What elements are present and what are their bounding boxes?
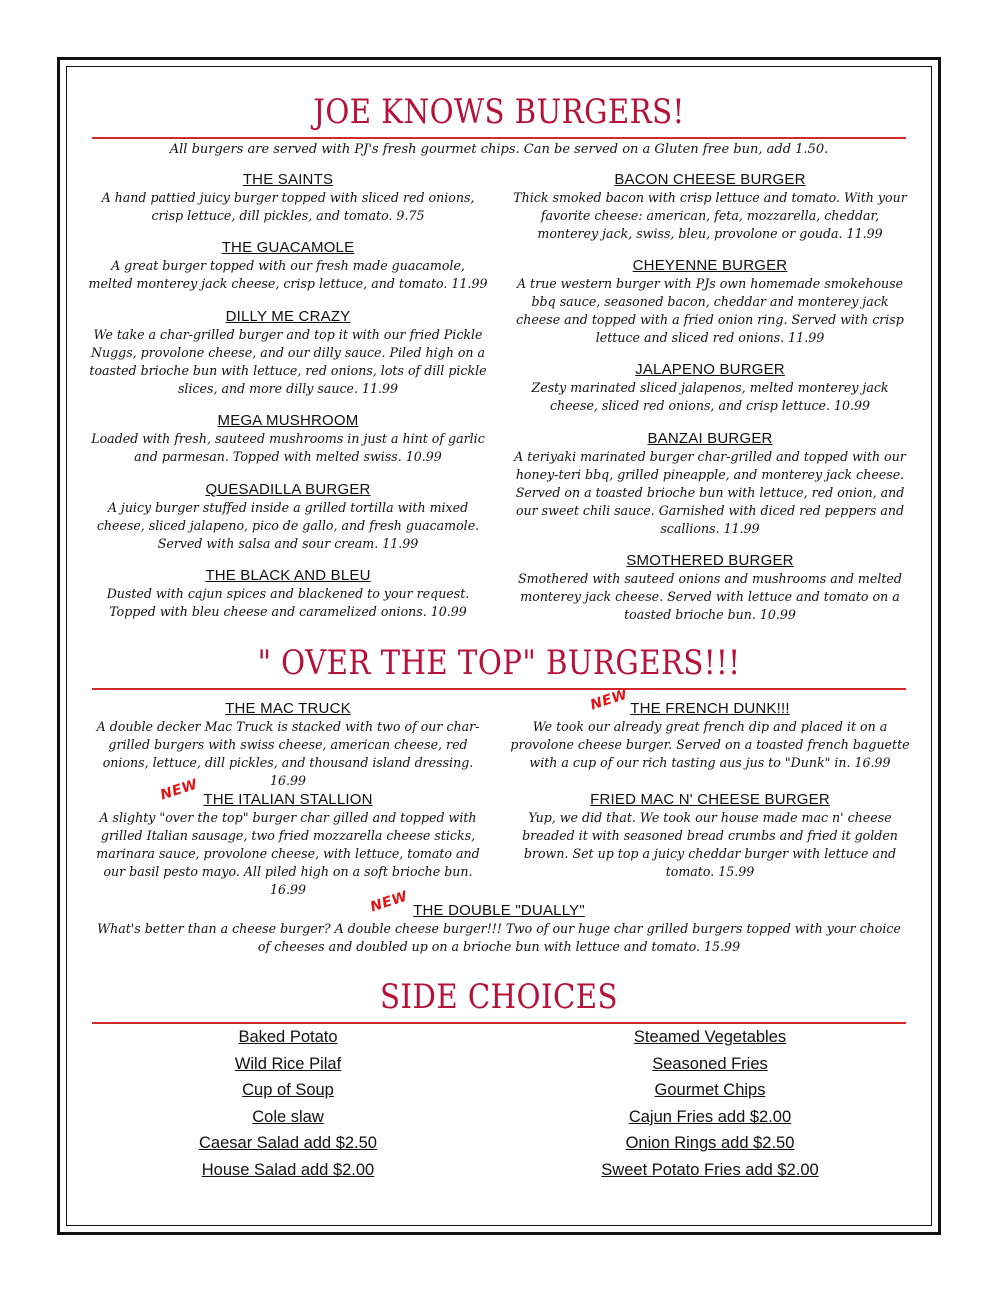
side-item: Cole slaw bbox=[252, 1107, 324, 1126]
item-name: CHEYENNE BURGER bbox=[632, 257, 788, 274]
item-description: A great burger topped with our fresh made guacamole, melted monterey jack cheese, crisp lettuce, and tomato. 11.99 bbox=[88, 258, 488, 291]
item-description: Thick smoked bacon with crisp lettuce and tomato. With your favorite cheese: american, feta, mozzarella, cheddar, monterey jack, swiss, bleu, provolone or gouda. 11.99 bbox=[513, 190, 907, 241]
item-name: THE FRENCH DUNK!!! bbox=[630, 700, 790, 717]
menu-item bbox=[88, 308, 488, 398]
menu-item bbox=[510, 430, 910, 538]
item-name: BACON CHEESE BURGER bbox=[614, 171, 806, 188]
item-description: A true western burger with PJs own homemade smokehouse bbq sauce, seasoned bacon, cheddar and monterey jack cheese and topped with a fried onion ring. Served with crisp lettuce and sliced red onions. 11.99 bbox=[516, 276, 904, 345]
side-list-right bbox=[510, 1024, 910, 1184]
menu-item bbox=[510, 552, 910, 624]
burgers-section-title: JOE KNOWS BURGERS! bbox=[313, 92, 685, 132]
item-name: THE ITALIAN STALLION bbox=[203, 791, 373, 808]
side-item: Onion Rings add $2.50 bbox=[625, 1134, 795, 1153]
menu-item bbox=[88, 700, 488, 790]
item-description: Yup, we did that. We took our house made mac n' cheese breaded it with seasoned bread crumbs and fried it golden brown. Set up top a juicy cheddar burger with lettuce and tomato. 15.99 bbox=[522, 810, 898, 879]
item-description: Zesty marinated sliced jalapenos, melted monterey jack cheese, sliced red onions, and crisp lettuce. 10.99 bbox=[531, 380, 889, 413]
item-description: A teriyaki marinated burger char-grilled and topped with our honey-teri bbq, grilled pineapple, and monterey jack cheese. Served on a toasted brioche bun with lettuce, red onion, and our sweet chili sauce. Garnished with diced red peppers and scallions. 11.99 bbox=[514, 449, 906, 536]
side-item: Cajun Fries add $2.00 bbox=[628, 1107, 792, 1126]
item-name: JALAPENO BURGER bbox=[635, 361, 785, 378]
item-name: FRIED MAC N' CHEESE BURGER bbox=[590, 791, 830, 808]
side-item: Seasoned Fries bbox=[652, 1054, 768, 1073]
item-name: BANZAI BURGER bbox=[647, 430, 773, 447]
menu-item bbox=[510, 791, 910, 881]
new-badge: NEW bbox=[368, 888, 410, 916]
item-description: We take a char-grilled burger and top it with our fried Pickle Nuggs, provolone cheese, and our dilly sauce. Piled high on a toasted brioche bun with lettuce, red onions, lots of dill pickle slices, and more dilly sauce. 11.99 bbox=[89, 327, 487, 396]
new-badge: NEW bbox=[158, 776, 200, 804]
side-list-left bbox=[88, 1024, 488, 1184]
side-item: Caesar Salad add $2.50 bbox=[199, 1134, 377, 1153]
item-name: QUESADILLA BURGER bbox=[205, 481, 371, 498]
item-description: Dusted with cajun spices and blackened to your request. Topped with bleu cheese and caramelized onions. 10.99 bbox=[106, 586, 470, 619]
menu-item bbox=[510, 700, 910, 772]
side-item: Wild Rice Pilaf bbox=[234, 1054, 342, 1073]
menu-item bbox=[510, 257, 910, 347]
item-description: A hand pattied juicy burger topped with sliced red onions, crisp lettuce, dill pickles, and tomato. 9.75 bbox=[101, 190, 475, 223]
side-item: Baked Potato bbox=[238, 1028, 338, 1046]
menu-item bbox=[88, 171, 488, 225]
burgers-section-rule bbox=[92, 137, 906, 139]
new-badge: NEW bbox=[588, 686, 630, 714]
item-description: Loaded with fresh, sauteed mushrooms in just a hint of garlic and parmesan. Topped with melted swiss. 10.99 bbox=[91, 431, 485, 464]
menu-item bbox=[88, 481, 488, 553]
menu-item bbox=[88, 567, 488, 621]
item-name: MEGA MUSHROOM bbox=[217, 412, 359, 429]
side-item: Gourmet Chips bbox=[654, 1081, 766, 1100]
menu-item bbox=[510, 361, 910, 415]
item-name: SMOTHERED BURGER bbox=[626, 552, 794, 569]
item-name: DILLY ME CRAZY bbox=[225, 308, 351, 325]
burgers-note: All burgers are served with PJ's fresh gourmet chips. Can be served on a Gluten free bun, add 1.50. bbox=[169, 142, 829, 157]
item-description: A slighty "over the top" burger char gilled and topped with grilled Italian sausage, two fried mozzarella cheese sticks, marinara sauce, provolone cheese, with lettuce, tomato and our basil pesto mayo. All piled high on a soft brioche bun. 16.99 bbox=[96, 810, 480, 897]
item-description: Smothered with sauteed onions and mushrooms and melted monterey jack cheese. Served with lettuce and tomato on a toasted brioche bun. 10.99 bbox=[518, 571, 902, 622]
item-description: What's better than a cheese burger? A double cheese burger!!! Two of our huge char grilled burgers topped with your choice of cheeses and doubled up on a brioche bun with lettuce and tomato. 15.99 bbox=[97, 921, 901, 954]
menu-item bbox=[88, 412, 488, 466]
item-description: A double decker Mac Truck is stacked with two of our char-grilled burgers with swiss cheese, american cheese, red onions, lettuce, dill pickles, and thousand island dressing. 16.99 bbox=[96, 719, 480, 788]
menu-item bbox=[510, 171, 910, 243]
over-the-top-section-rule bbox=[92, 688, 906, 690]
over-the-top-section-title: " OVER THE TOP" BURGERS!!! bbox=[257, 643, 741, 683]
sides-section-title: SIDE CHOICES bbox=[380, 977, 618, 1017]
item-name: THE BLACK AND BLEU bbox=[205, 567, 371, 584]
side-item: House Salad add $2.00 bbox=[201, 1160, 375, 1179]
side-item: Cup of Soup bbox=[242, 1081, 334, 1100]
item-description: A juicy burger stuffed inside a grilled tortilla with mixed cheese, sliced jalapeno, pico de gallo, and fresh guacamole. Served with salsa and sour cream. 11.99 bbox=[96, 500, 480, 551]
side-item: Sweet Potato Fries add $2.00 bbox=[601, 1160, 819, 1179]
menu-item bbox=[88, 239, 488, 293]
item-name: THE DOUBLE "DUALLY" bbox=[413, 902, 585, 919]
menu-item bbox=[88, 791, 488, 899]
menu-item-wide bbox=[92, 902, 906, 956]
side-item: Steamed Vegetables bbox=[633, 1028, 787, 1046]
item-name: THE GUACAMOLE bbox=[221, 239, 355, 256]
item-description: We took our already great french dip and placed it on a provolone cheese burger. Served on a toasted french baguette with a cup of our rich tasting aus jus to "Dunk" in. 16.99 bbox=[510, 719, 910, 770]
item-name: THE SAINTS bbox=[242, 171, 334, 188]
item-name: THE MAC TRUCK bbox=[225, 700, 351, 717]
